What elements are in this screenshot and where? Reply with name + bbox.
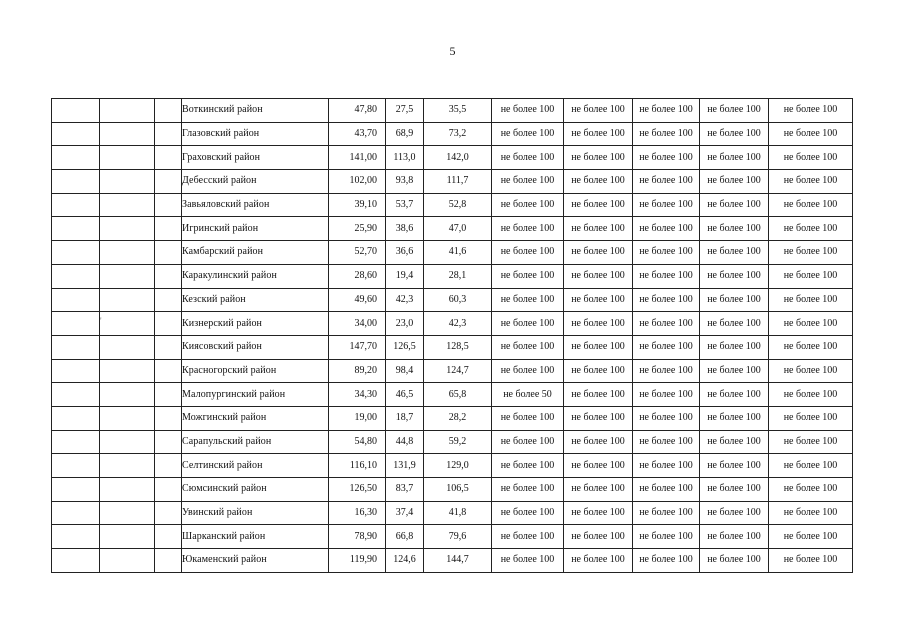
empty-cell: [100, 335, 155, 359]
limit-cell: не более 100: [769, 193, 853, 217]
limit-cell: не более 100: [769, 288, 853, 312]
empty-cell: [100, 478, 155, 502]
empty-cell: [100, 146, 155, 170]
empty-cell: [155, 146, 182, 170]
table-row: [52, 359, 853, 383]
table-row: [52, 501, 853, 525]
district-name-cell: Игринский район: [182, 217, 329, 241]
limit-cell: не более 100: [769, 146, 853, 170]
limit-cell: не более 100: [564, 525, 633, 549]
limit-cell: не более 100: [492, 170, 564, 194]
table-row: [52, 170, 853, 194]
limit-cell: не более 100: [700, 288, 769, 312]
limit-cell: не более 100: [633, 359, 700, 383]
limit-cell: не более 100: [633, 501, 700, 525]
table-row: [52, 264, 853, 288]
limit-cell: не более 100: [769, 454, 853, 478]
value-3-cell: 47,0: [424, 217, 492, 241]
value-1-cell: 19,00: [329, 406, 386, 430]
district-name-cell: Воткинский район: [182, 99, 329, 123]
limit-cell: не более 100: [492, 241, 564, 265]
table-row: [52, 478, 853, 502]
district-name-cell: Малопургинский район: [182, 383, 329, 407]
limit-cell: не более 100: [769, 312, 853, 336]
empty-cell: [100, 288, 155, 312]
limit-cell: не более 100: [492, 454, 564, 478]
empty-cell: [100, 241, 155, 265]
limit-cell: не более 100: [769, 170, 853, 194]
empty-cell: [52, 406, 100, 430]
empty-cell: [52, 454, 100, 478]
table-row: [52, 430, 853, 454]
limit-cell: не более 100: [769, 99, 853, 123]
value-3-cell: 106,5: [424, 478, 492, 502]
empty-cell: [52, 170, 100, 194]
empty-cell: [100, 525, 155, 549]
limit-cell: не более 100: [564, 478, 633, 502]
value-2-cell: 124,6: [386, 549, 424, 573]
limit-cell: не более 100: [700, 525, 769, 549]
table-row: [52, 454, 853, 478]
value-3-cell: 28,1: [424, 264, 492, 288]
limit-cell: не более 100: [769, 217, 853, 241]
district-name-cell: Киясовский район: [182, 335, 329, 359]
limit-cell: не более 100: [492, 288, 564, 312]
limit-cell: не более 100: [492, 146, 564, 170]
limit-cell: не более 100: [633, 99, 700, 123]
district-name-cell: Увинский район: [182, 501, 329, 525]
empty-cell: [100, 217, 155, 241]
limit-cell: не более 100: [700, 335, 769, 359]
limit-cell: не более 100: [492, 525, 564, 549]
value-2-cell: 46,5: [386, 383, 424, 407]
empty-cell: [52, 193, 100, 217]
empty-cell: [52, 383, 100, 407]
empty-cell: [155, 454, 182, 478]
empty-cell: [100, 99, 155, 123]
limit-cell: не более 100: [769, 478, 853, 502]
value-3-cell: 35,5: [424, 99, 492, 123]
limit-cell: не более 100: [700, 99, 769, 123]
empty-cell: [155, 170, 182, 194]
district-name-cell: Юкаменский район: [182, 549, 329, 573]
limit-cell: не более 100: [564, 217, 633, 241]
value-2-cell: 42,3: [386, 288, 424, 312]
limit-cell: не более 100: [633, 146, 700, 170]
empty-cell: [52, 264, 100, 288]
value-3-cell: 28,2: [424, 406, 492, 430]
district-name-cell: Кизнерский район: [182, 312, 329, 336]
empty-cell: [155, 525, 182, 549]
district-name-cell: Дебесский район: [182, 170, 329, 194]
limit-cell: не более 100: [564, 430, 633, 454]
value-1-cell: 49,60: [329, 288, 386, 312]
limit-cell: не более 100: [700, 312, 769, 336]
value-1-cell: 102,00: [329, 170, 386, 194]
empty-cell: [100, 170, 155, 194]
empty-cell: [100, 312, 155, 336]
value-2-cell: 93,8: [386, 170, 424, 194]
page-number: 5: [449, 44, 456, 58]
limit-cell: не более 100: [564, 454, 633, 478]
empty-cell: [100, 359, 155, 383]
district-name-cell: Красногорский район: [182, 359, 329, 383]
empty-cell: [52, 359, 100, 383]
limit-cell: не более 100: [769, 383, 853, 407]
limit-cell: не более 100: [633, 122, 700, 146]
empty-cell: [155, 501, 182, 525]
empty-cell: [100, 122, 155, 146]
value-1-cell: 34,30: [329, 383, 386, 407]
limit-cell: не более 100: [769, 430, 853, 454]
district-name-cell: Сарапульский район: [182, 430, 329, 454]
empty-cell: [155, 383, 182, 407]
limit-cell: не более 100: [769, 335, 853, 359]
limit-cell: не более 100: [492, 264, 564, 288]
value-3-cell: 129,0: [424, 454, 492, 478]
limit-cell: не более 100: [700, 264, 769, 288]
table-row: [52, 193, 853, 217]
value-3-cell: 73,2: [424, 122, 492, 146]
value-2-cell: 23,0: [386, 312, 424, 336]
empty-cell: [52, 241, 100, 265]
value-3-cell: 59,2: [424, 430, 492, 454]
empty-cell: [155, 335, 182, 359]
empty-cell: [155, 99, 182, 123]
empty-cell: [155, 122, 182, 146]
empty-cell: [52, 217, 100, 241]
empty-cell: [100, 454, 155, 478]
district-name-cell: Каракулинский район: [182, 264, 329, 288]
table-row: [52, 312, 853, 336]
limit-cell: не более 100: [769, 549, 853, 573]
limit-cell: не более 100: [564, 170, 633, 194]
table-row: [52, 383, 853, 407]
table-row: [52, 335, 853, 359]
limit-cell: не более 100: [769, 501, 853, 525]
limit-cell: не более 100: [492, 122, 564, 146]
limit-cell: не более 100: [700, 241, 769, 265]
empty-cell: [155, 288, 182, 312]
empty-cell: [52, 430, 100, 454]
limit-cell: не более 100: [633, 430, 700, 454]
limit-cell: не более 100: [564, 383, 633, 407]
limit-cell: не более 100: [564, 241, 633, 265]
limit-cell: не более 100: [492, 217, 564, 241]
value-2-cell: 53,7: [386, 193, 424, 217]
empty-cell: [52, 146, 100, 170]
empty-cell: [52, 99, 100, 123]
value-1-cell: 25,90: [329, 217, 386, 241]
limit-cell: не более 100: [492, 99, 564, 123]
limit-cell: не более 100: [700, 359, 769, 383]
empty-cell: [155, 359, 182, 383]
empty-cell: [155, 430, 182, 454]
value-2-cell: 37,4: [386, 501, 424, 525]
district-name-cell: Кезский район: [182, 288, 329, 312]
limit-cell: не более 100: [492, 406, 564, 430]
table-row: [52, 241, 853, 265]
value-1-cell: 89,20: [329, 359, 386, 383]
empty-cell: [155, 264, 182, 288]
limit-cell: не более 100: [564, 122, 633, 146]
value-3-cell: 65,8: [424, 383, 492, 407]
limit-cell: не более 100: [700, 454, 769, 478]
limit-cell: не более 100: [700, 383, 769, 407]
limit-cell: не более 100: [492, 501, 564, 525]
table-row: [52, 99, 853, 123]
value-3-cell: 111,7: [424, 170, 492, 194]
table-row: [52, 549, 853, 573]
limit-cell: не более 100: [633, 525, 700, 549]
limit-cell: не более 100: [564, 335, 633, 359]
limit-cell: не более 100: [700, 406, 769, 430]
district-name-cell: Можгинский район: [182, 406, 329, 430]
district-name-cell: Граховский район: [182, 146, 329, 170]
limit-cell: не более 100: [633, 383, 700, 407]
limit-cell: не более 100: [492, 549, 564, 573]
value-2-cell: 27,5: [386, 99, 424, 123]
limit-cell: не более 100: [564, 501, 633, 525]
limit-cell: не более 50: [492, 383, 564, 407]
value-3-cell: 124,7: [424, 359, 492, 383]
value-3-cell: 41,8: [424, 501, 492, 525]
value-1-cell: 119,90: [329, 549, 386, 573]
value-2-cell: 131,9: [386, 454, 424, 478]
value-1-cell: 141,00: [329, 146, 386, 170]
value-1-cell: 34,00: [329, 312, 386, 336]
empty-cell: [155, 241, 182, 265]
value-1-cell: 54,80: [329, 430, 386, 454]
table-row: [52, 146, 853, 170]
empty-cell: [52, 549, 100, 573]
limit-cell: не более 100: [564, 264, 633, 288]
limit-cell: не более 100: [492, 335, 564, 359]
limit-cell: не более 100: [700, 193, 769, 217]
empty-cell: [155, 193, 182, 217]
limit-cell: не более 100: [633, 264, 700, 288]
value-1-cell: 52,70: [329, 241, 386, 265]
limit-cell: не более 100: [769, 525, 853, 549]
limit-cell: не более 100: [700, 501, 769, 525]
value-1-cell: 78,90: [329, 525, 386, 549]
district-indicators-table: [51, 98, 853, 573]
limit-cell: не более 100: [633, 193, 700, 217]
value-3-cell: 144,7: [424, 549, 492, 573]
table-row: [52, 406, 853, 430]
limit-cell: не более 100: [700, 549, 769, 573]
limit-cell: не более 100: [492, 193, 564, 217]
empty-cell: [52, 312, 100, 336]
district-name-cell: Шарканский район: [182, 525, 329, 549]
limit-cell: не более 100: [564, 193, 633, 217]
limit-cell: не более 100: [633, 170, 700, 194]
value-3-cell: 60,3: [424, 288, 492, 312]
value-2-cell: 19,4: [386, 264, 424, 288]
empty-cell: [52, 525, 100, 549]
value-2-cell: 113,0: [386, 146, 424, 170]
limit-cell: не более 100: [633, 454, 700, 478]
value-2-cell: 126,5: [386, 335, 424, 359]
empty-cell: [100, 501, 155, 525]
district-name-cell: Селтинский район: [182, 454, 329, 478]
value-3-cell: 52,8: [424, 193, 492, 217]
limit-cell: не более 100: [633, 217, 700, 241]
limit-cell: не более 100: [700, 170, 769, 194]
limit-cell: не более 100: [769, 264, 853, 288]
limit-cell: не более 100: [700, 430, 769, 454]
empty-cell: [52, 478, 100, 502]
value-2-cell: 83,7: [386, 478, 424, 502]
value-3-cell: 128,5: [424, 335, 492, 359]
limit-cell: не более 100: [633, 478, 700, 502]
empty-cell: [100, 406, 155, 430]
value-2-cell: 18,7: [386, 406, 424, 430]
value-1-cell: 116,10: [329, 454, 386, 478]
empty-cell: [155, 549, 182, 573]
empty-cell: [52, 288, 100, 312]
empty-cell: [52, 501, 100, 525]
value-1-cell: 47,80: [329, 99, 386, 123]
limit-cell: не более 100: [769, 359, 853, 383]
limit-cell: не более 100: [633, 406, 700, 430]
table-row: [52, 217, 853, 241]
district-name-cell: Камбарский район: [182, 241, 329, 265]
limit-cell: не более 100: [564, 288, 633, 312]
limit-cell: не более 100: [769, 241, 853, 265]
empty-cell: [100, 193, 155, 217]
limit-cell: не более 100: [564, 99, 633, 123]
limit-cell: не более 100: [700, 146, 769, 170]
limit-cell: не более 100: [769, 406, 853, 430]
limit-cell: не более 100: [700, 122, 769, 146]
empty-cell: [100, 549, 155, 573]
limit-cell: не более 100: [633, 549, 700, 573]
empty-cell: [100, 383, 155, 407]
table-row: [52, 525, 853, 549]
empty-cell: [52, 335, 100, 359]
value-1-cell: 126,50: [329, 478, 386, 502]
empty-cell: [155, 312, 182, 336]
limit-cell: не более 100: [700, 478, 769, 502]
limit-cell: не более 100: [492, 359, 564, 383]
empty-cell: [155, 478, 182, 502]
value-1-cell: 43,70: [329, 122, 386, 146]
value-2-cell: 38,6: [386, 217, 424, 241]
value-1-cell: 39,10: [329, 193, 386, 217]
limit-cell: не более 100: [564, 312, 633, 336]
value-1-cell: 16,30: [329, 501, 386, 525]
value-1-cell: 28,60: [329, 264, 386, 288]
value-3-cell: 142,0: [424, 146, 492, 170]
margin-mark: ': [100, 316, 102, 326]
table-row: [52, 122, 853, 146]
value-1-cell: 147,70: [329, 335, 386, 359]
value-2-cell: 66,8: [386, 525, 424, 549]
value-2-cell: 98,4: [386, 359, 424, 383]
limit-cell: не более 100: [633, 312, 700, 336]
limit-cell: не более 100: [492, 312, 564, 336]
value-3-cell: 79,6: [424, 525, 492, 549]
limit-cell: не более 100: [633, 241, 700, 265]
empty-cell: [100, 264, 155, 288]
empty-cell: [100, 430, 155, 454]
limit-cell: не более 100: [564, 406, 633, 430]
limit-cell: не более 100: [492, 478, 564, 502]
limit-cell: не более 100: [769, 122, 853, 146]
limit-cell: не более 100: [700, 217, 769, 241]
empty-cell: [155, 217, 182, 241]
empty-cell: [52, 122, 100, 146]
limit-cell: не более 100: [492, 430, 564, 454]
value-2-cell: 36,6: [386, 241, 424, 265]
limit-cell: не более 100: [564, 549, 633, 573]
value-3-cell: 41,6: [424, 241, 492, 265]
limit-cell: не более 100: [633, 288, 700, 312]
value-2-cell: 68,9: [386, 122, 424, 146]
limit-cell: не более 100: [564, 359, 633, 383]
value-3-cell: 42,3: [424, 312, 492, 336]
district-name-cell: Завьяловский район: [182, 193, 329, 217]
limit-cell: не более 100: [564, 146, 633, 170]
table-row: [52, 288, 853, 312]
table-body: [52, 99, 853, 573]
empty-cell: [155, 406, 182, 430]
value-2-cell: 44,8: [386, 430, 424, 454]
district-name-cell: Глазовский район: [182, 122, 329, 146]
district-name-cell: Сюмсинский район: [182, 478, 329, 502]
limit-cell: не более 100: [633, 335, 700, 359]
